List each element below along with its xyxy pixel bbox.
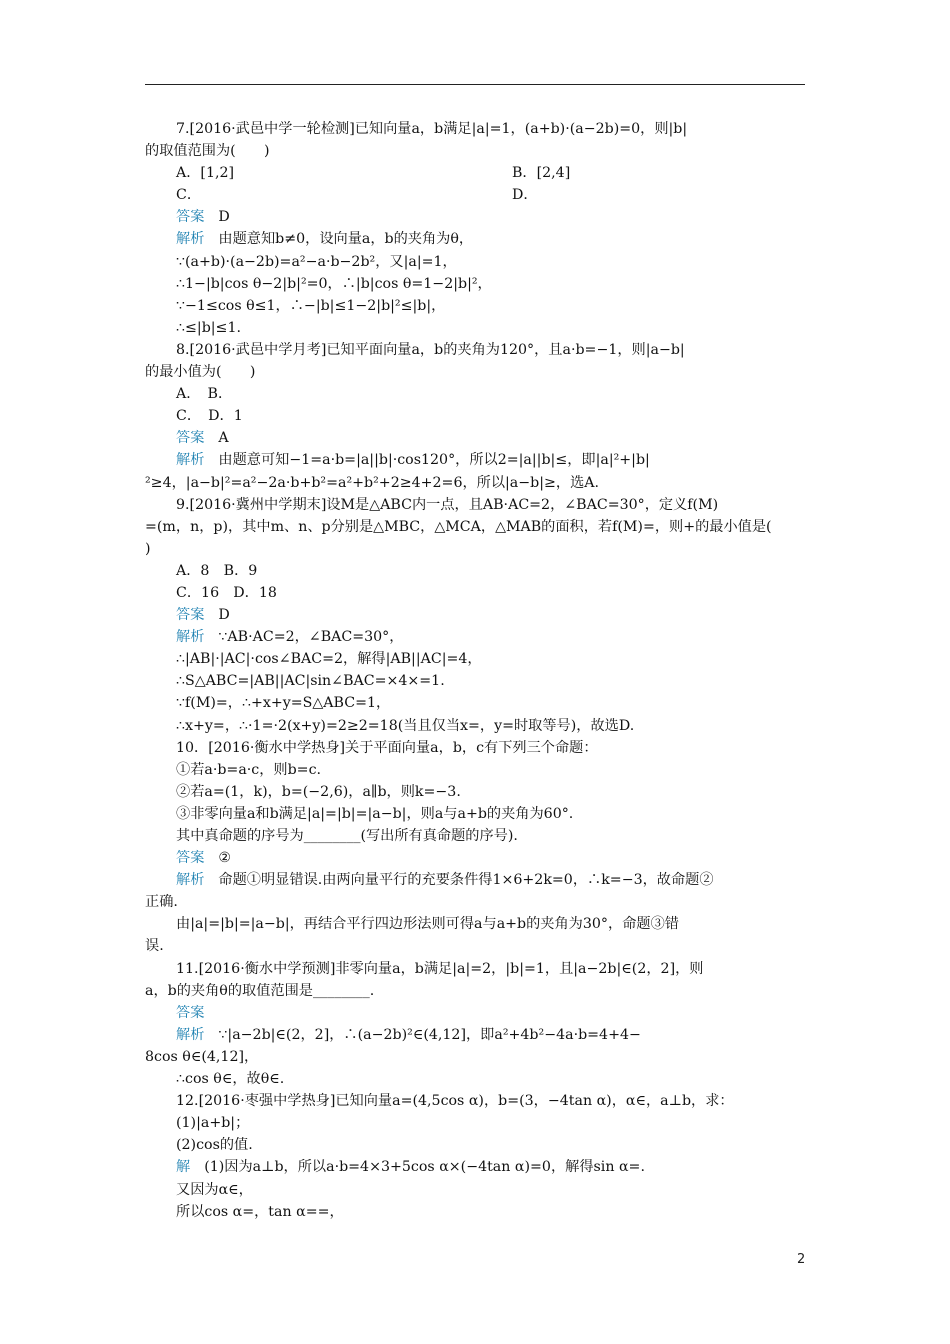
line-text: C． D．1 [176, 408, 243, 425]
line-q12-l2 [145, 1112, 810, 1134]
line-text: (2)cos的值. [176, 1137, 253, 1154]
line-q12-sol3 [145, 1201, 810, 1223]
line-q7-sol1 [145, 228, 810, 250]
line-q9-sol2 [145, 648, 810, 670]
line-text: 9.[2016·冀州中学期末]设M是△ABC内一点，且AB·AC=2，∠BAC=30°，定义f(M) [176, 496, 719, 513]
line-q9-l1 [145, 494, 810, 516]
option-left: C． [176, 187, 202, 204]
line-text: ∴x+y=，∴·1=·2(x+y)=2≥2=18(当且仅当x=，y=时取等号)，故选D. [176, 717, 635, 734]
line-q9-ans [145, 604, 810, 626]
line-text: ①若a·b=a·c，则b=c. [176, 761, 322, 778]
line-q8-l2 [145, 361, 810, 383]
line-text: a，b的夹角θ的取值范围是________. [145, 982, 375, 999]
line-q8-cd [145, 405, 810, 427]
label-text: 由题意知b≠0，设向量a，b的夹角为θ， [218, 231, 474, 248]
section-label: 答案 [176, 209, 205, 226]
line-q9-l3 [145, 538, 810, 560]
line-text: 的取值范围为( ) [145, 143, 270, 160]
line-q12-l3 [145, 1134, 810, 1156]
line-q8-sol2 [145, 472, 810, 494]
option-left: A．[1,2] [176, 165, 235, 182]
line-text: ∴|AB|·|AC|·cos∠BAC=2，解得|AB||AC|=4， [176, 651, 482, 668]
line-text: ②若a=(1，k)，b=(−2,6)，a∥b，则k=−3. [176, 783, 461, 800]
line-text: ∴S△ABC=|AB||AC|sin∠BAC=×4×=1. [176, 673, 445, 690]
document-body [145, 118, 810, 1223]
label-text: 命题①明显错误.由两向量平行的充要条件得1×6+2k=0，∴k=−3，故命题② [218, 872, 714, 889]
line-q7-l2 [145, 140, 810, 162]
line-q7-ab [145, 162, 810, 184]
label-text: (1)因为a⊥b，所以a·b=4×3+5cos α×(−4tan α)=0，解得sin α=. [204, 1159, 645, 1176]
line-q11-l2 [145, 980, 810, 1002]
line-text: 所以cos α=，tan α==， [176, 1203, 344, 1220]
label-text: ∵|a−2b|∈(2，2]，∴(a−2b)²∈(4,12]，即a²+4b²−4a·b=4+4− [218, 1026, 641, 1043]
line-q12-sol2 [145, 1179, 810, 1201]
line-q10-l2 [145, 759, 810, 781]
line-text: ∵(a+b)·(a−2b)=a²−a·b−2b²，又|a|=1， [176, 253, 457, 270]
line-text: C．16 D．18 [176, 584, 277, 601]
line-q10-sol2 [145, 891, 810, 913]
line-text: 由|a|=|b|=|a−b|，再结合平行四边形法则可得a与a+b的夹角为30°，命题③错 [176, 916, 679, 933]
line-text: 的最小值为( ) [145, 364, 256, 381]
line-text: ∴≤|b|≤1. [176, 319, 241, 336]
line-q10-l4 [145, 803, 810, 825]
label-text: ∵AB·AC=2，∠BAC=30°， [218, 629, 404, 646]
line-q10-l5 [145, 825, 810, 847]
label-text: D [218, 607, 230, 624]
line-text: 8cos θ∈(4,12]， [145, 1048, 259, 1065]
line-q10-ans [145, 847, 810, 869]
line-text: A． B． [176, 386, 233, 403]
line-text: ∵f(M)=，∴+x+y=S△ABC=1， [176, 695, 391, 712]
label-text: ② [218, 850, 232, 867]
line-text: ²≥4，|a−b|²=a²−2a·b+b²=a²+b²+2≥4+2=6，所以|a−b|≥，选A. [145, 474, 600, 491]
line-text: 正确. [145, 894, 178, 911]
line-q12-l1 [145, 1090, 810, 1112]
line-text: 误. [145, 938, 164, 955]
section-label: 答案 [176, 850, 205, 867]
line-q8-l1 [145, 339, 810, 361]
line-q10-l1 [145, 737, 810, 759]
line-q9-cd [145, 582, 810, 604]
line-text: A．8 B．9 [176, 562, 258, 579]
line-q7-l1 [145, 118, 810, 140]
line-q7-sol3 [145, 273, 810, 295]
option-right: D． [512, 187, 538, 204]
line-q12-sol1 [145, 1156, 810, 1178]
line-text: 8.[2016·武邑中学月考]已知平面向量a，b的夹角为120°，且a·b=−1，则|a−b| [176, 341, 685, 358]
page-number: 2 [797, 1252, 806, 1267]
section-label: 解析 [176, 872, 205, 889]
line-q7-cd [145, 184, 810, 206]
section-label: 解析 [176, 452, 205, 469]
line-q10-sol4 [145, 935, 810, 957]
line-q9-sol1 [145, 626, 810, 648]
section-label: 答案 [176, 607, 205, 624]
line-q9-sol3 [145, 670, 810, 692]
line-q7-ans [145, 206, 810, 228]
line-q10-sol1 [145, 869, 810, 891]
line-text: 其中真命题的序号为________(写出所有真命题的序号). [176, 828, 518, 844]
label-text: 由题意可知−1=a·b=|a||b|·cos120°，所以2=|a||b|≤，即|a|²+|b| [218, 452, 650, 469]
line-q9-sol5 [145, 715, 810, 737]
line-q9-sol4 [145, 692, 810, 714]
section-label: 解 [176, 1159, 191, 1176]
section-label: 解析 [176, 1026, 205, 1043]
line-text: =(m，n，p)，其中m、n、p分别是△MBC，△MCA，△MAB的面积，若f(M)=，则+的最小值是( [145, 518, 772, 535]
line-q10-l3 [145, 781, 810, 803]
line-q7-sol4 [145, 295, 810, 317]
line-q9-ab [145, 560, 810, 582]
line-q8-sol1 [145, 449, 810, 471]
line-q11-sol3 [145, 1068, 810, 1090]
section-label: 解析 [176, 629, 205, 646]
line-text: ∵−1≤cos θ≤1，∴−|b|≤1−2|b|²≤|b|， [176, 297, 446, 314]
line-q7-sol2 [145, 251, 810, 273]
section-label: 答案 [176, 1004, 205, 1021]
line-text: 12.[2016·枣强中学热身]已知向量a=(4,5cos α)，b=(3，−4tan α)，α∈，a⊥b，求： [176, 1093, 734, 1110]
line-text: 又因为α∈， [176, 1181, 253, 1198]
line-q11-sol2 [145, 1046, 810, 1068]
line-q9-l2 [145, 516, 810, 538]
line-q8-ab [145, 383, 810, 405]
section-label: 解析 [176, 231, 205, 248]
line-text: ) [145, 540, 151, 557]
label-text: D [218, 209, 230, 226]
label-text: A [218, 430, 229, 447]
line-q11-sol1 [145, 1024, 810, 1046]
option-right: B．[2,4] [512, 165, 571, 182]
line-q11-ans [145, 1002, 810, 1024]
line-q7-sol5 [145, 317, 810, 339]
line-text: ∴cos θ∈，故θ∈. [176, 1071, 285, 1088]
line-q10-sol3 [145, 913, 810, 935]
header-rule [145, 84, 805, 85]
line-text: ③非零向量a和b满足|a|=|b|=|a−b|，则a与a+b的夹角为60°. [176, 805, 574, 822]
line-text: 7.[2016·武邑中学一轮检测]已知向量a，b满足|a|=1，(a+b)·(a−2b)=0，则|b| [176, 121, 688, 137]
line-text: ∴1−|b|cos θ−2|b|²=0，∴|b|cos θ=1−2|b|²， [176, 275, 492, 292]
line-q11-l1 [145, 958, 810, 980]
section-label: 答案 [176, 430, 205, 447]
line-text: 10．[2016·衡水中学热身]关于平面向量a，b，c有下列三个命题： [176, 739, 598, 756]
line-q8-ans [145, 427, 810, 449]
line-text: 11.[2016·衡水中学预测]非零向量a，b满足|a|=2，|b|=1，且|a−2b|∈(2，2]，则 [176, 960, 704, 977]
line-text: (1)|a+b|； [176, 1115, 250, 1132]
